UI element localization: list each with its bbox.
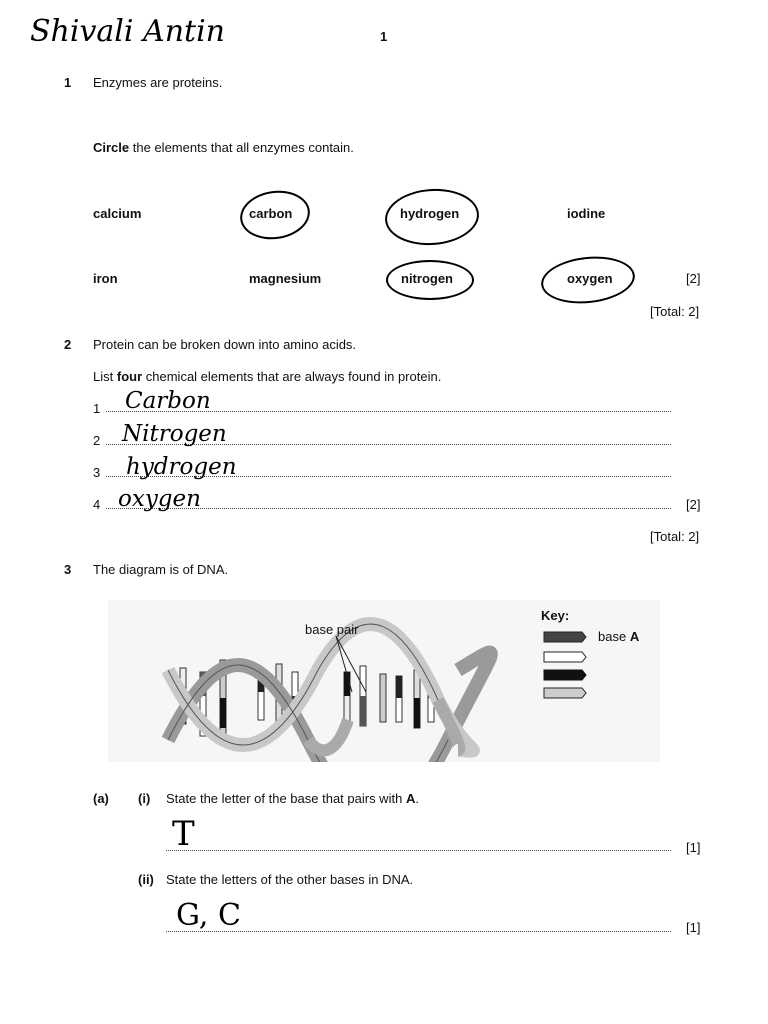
q1-marks: [2] [686,271,701,286]
circle-mark-carbon [237,186,313,243]
q2-line-number-2: 2 [93,433,101,448]
q1-intro: Enzymes are proteins. [93,75,223,90]
part-i-marks: [1] [686,840,701,855]
circle-mark-hydrogen [383,186,481,248]
part-a-label: (a) [93,791,109,806]
q2-total: [Total: 2] [650,529,700,544]
key-base-letter: A [629,629,640,644]
q2-answer-1: Carbon [125,388,211,414]
q2-answer-2: Nitrogen [122,421,227,447]
dna-helix-drawing [108,600,660,762]
dna-strand-front-1 [168,624,473,751]
option-calcium[interactable]: calcium [93,206,142,221]
part-i-question-bold: A [405,791,416,806]
q3-number: 3 [64,562,72,577]
q2-marks: [2] [686,497,701,512]
q3-intro: The diagram is of DNA. [93,562,229,577]
part-i-question-text: State the letter of the base that pairs with [166,791,403,806]
circle-mark-oxygen [539,252,637,308]
q2-answer-4: oxygen [118,486,201,512]
option-carbon[interactable]: carbon [249,206,293,221]
part-ii-answer: G, C [176,898,241,933]
option-oxygen[interactable]: oxygen [567,271,613,286]
key-title: Key: [541,608,570,623]
part-ii-question: State the letters of the other bases in DNA. [166,872,414,887]
key-bars [544,632,586,698]
q2-answer-3: hydrogen [126,454,237,480]
option-iron[interactable]: iron [93,271,118,286]
part-i-question-end: . [415,791,419,806]
option-nitrogen[interactable]: nitrogen [401,271,453,286]
part-i-label: (i) [138,791,151,806]
q2-line-number-1: 1 [93,401,101,416]
page-number: 1 [380,29,388,44]
key-base-word: base [598,629,627,644]
option-magnesium[interactable]: magnesium [249,271,322,286]
q1-instruction-rest: the elements that all enzymes contain. [132,140,354,155]
dna-diagram [108,600,660,762]
part-ii-answer-line[interactable] [166,931,671,932]
q2-instruction-bold: four [116,369,143,384]
q1-instruction-bold: Circle [93,140,130,155]
key-base-a-label [598,629,639,645]
q2-instruction-post: chemical elements that are always found in protein. [145,369,442,384]
part-ii-label: (ii) [138,872,154,887]
circle-mark-nitrogen [386,260,474,300]
part-i-answer: T [172,814,195,854]
part-i-answer-line[interactable] [166,850,671,851]
base-pair-pointer-2 [336,636,366,692]
q2-instruction [93,369,441,385]
q1-instruction [93,140,354,156]
part-i-question [166,791,419,807]
student-name-signature: Shivali Antin [30,14,225,49]
q2-number: 2 [64,337,72,352]
q2-intro: Protein can be broken down into amino acids. [93,337,357,352]
q2-instruction-pre: List [93,369,114,384]
option-hydrogen[interactable]: hydrogen [400,206,460,221]
q2-line-number-4: 4 [93,497,101,512]
base-pair-label: base pair [305,622,359,637]
part-ii-marks: [1] [686,920,701,935]
q1-total: [Total: 2] [650,304,700,319]
q2-line-number-3: 3 [93,465,101,480]
option-iodine[interactable]: iodine [567,206,606,221]
q1-number: 1 [64,75,72,90]
